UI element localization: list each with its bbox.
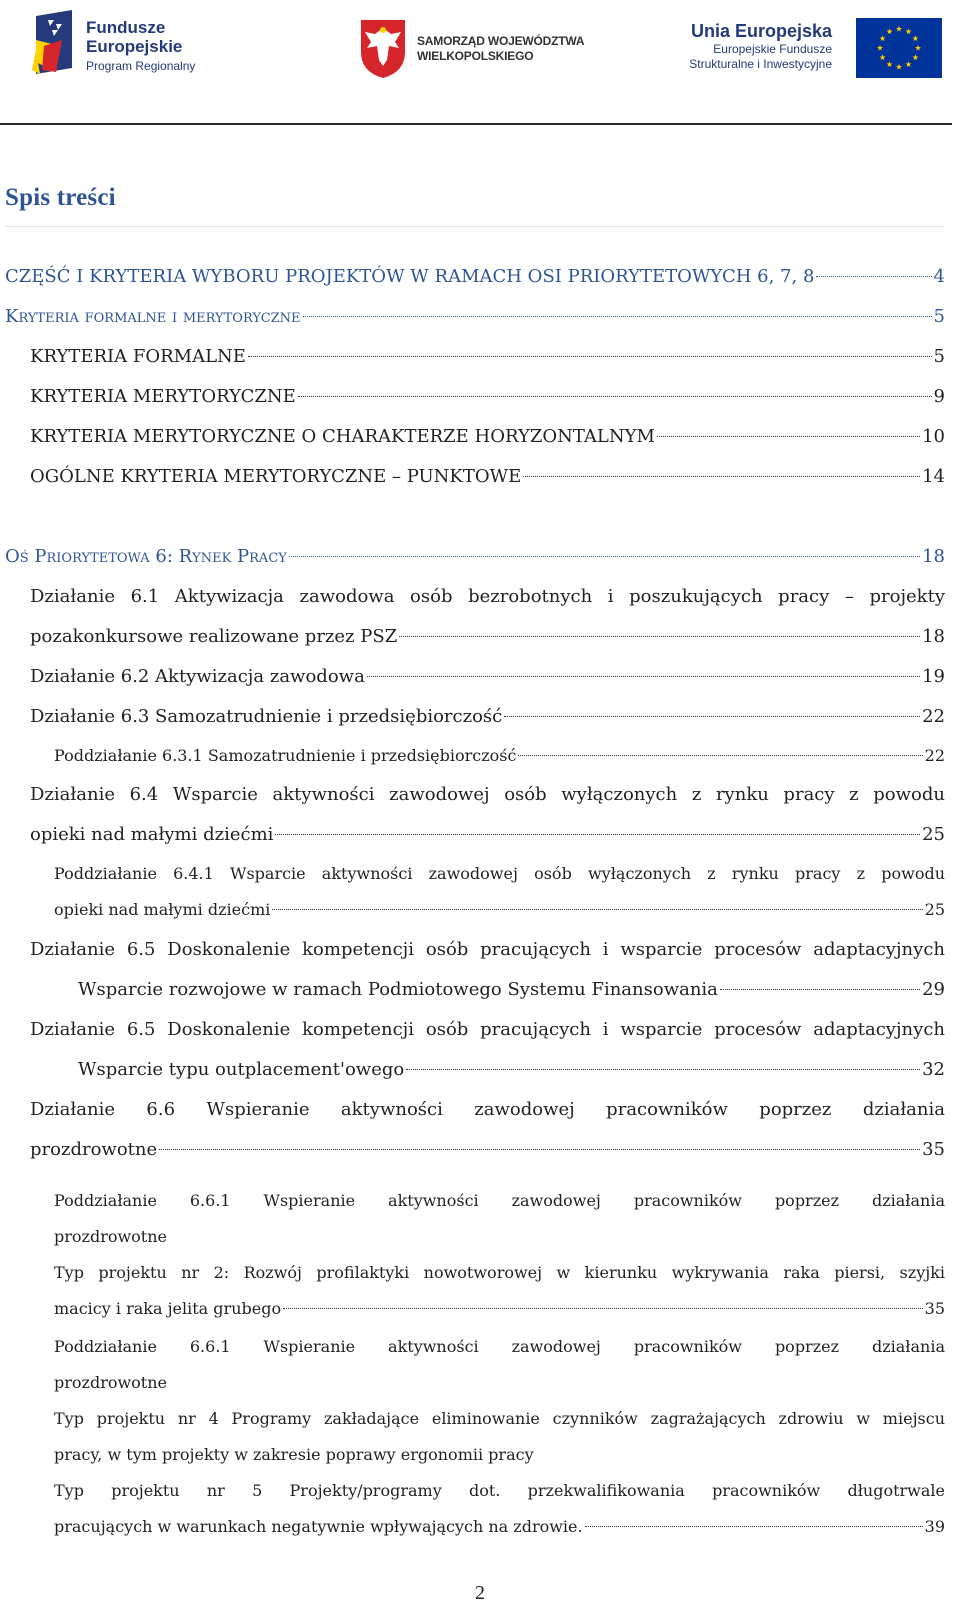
toc-entry-kryteria-formalne-i-merytoryczne[interactable] <box>5 297 945 337</box>
toc-entry-poddzialanie-6-3-1[interactable] <box>54 738 945 774</box>
toc-entry-line: Działanie 6.5 Doskonalenie kompetencji osób pracujących i wsparcie procesów adaptacyjnych <box>30 1019 945 1040</box>
toc-entry-line: Działanie 6.6 Wspieranie aktywności zawodowej pracowników poprzez działania <box>30 1099 945 1120</box>
eu-flag-icon <box>856 18 942 78</box>
toc-entry-line: pracy, w tym projekty w zakresie poprawy ergonomii pracy <box>54 1445 534 1464</box>
toc-entry-text: Kryteria formalne i merytoryczne <box>5 306 301 327</box>
fe-logo-line2: Europejskie <box>86 37 183 56</box>
toc-entry-text: OGÓLNE KRYTERIA MERYTORYCZNE – PUNKTOWE <box>30 466 522 487</box>
toc-entry-line: Poddziałanie 6.6.1 Wspieranie aktywności zawodowej pracowników poprzez działania <box>54 1337 945 1356</box>
toc-entry-page: 14 <box>922 466 945 487</box>
toc-entry-text: Poddziałanie 6.3.1 Samozatrudnienie i przedsiębiorczość <box>54 746 517 765</box>
toc-entry-poddzialanie-6-6-1-typ-4-5[interactable] <box>54 1329 945 1545</box>
toc-entry-page: 10 <box>922 426 945 447</box>
page-number: 2 <box>475 1582 485 1604</box>
wlkp-logo-line1: SAMORZĄD WOJEWÓDZTWA <box>417 34 585 48</box>
toc-entry-line: Poddziałanie 6.6.1 Wspieranie aktywności zawodowej pracowników poprzez działania <box>54 1191 945 1210</box>
wlkp-logo-line2: WIELKOPOLSKIEGO <box>417 49 534 63</box>
toc-entry-text: macicy i raka jelita grubego <box>54 1299 282 1318</box>
toc-entry-text: pozakonkursowe realizowane przez PSZ <box>30 626 398 647</box>
ue-logo-title: Unia Europejska <box>690 21 832 41</box>
toc-entry-line: Typ projektu nr 5 Projekty/programy dot. przekwalifikowania pracowników długotrwale <box>54 1481 945 1500</box>
toc-entry-poddzialanie-6-4-1[interactable] <box>54 856 945 928</box>
toc-entry-dzialanie-6-6[interactable] <box>30 1090 945 1170</box>
fe-flag-icon <box>32 10 80 82</box>
toc-entry-page: 5 <box>933 306 945 327</box>
toc-entry-text: opieki nad małymi dziećmi <box>30 824 274 845</box>
toc-entry-line: Działanie 6.4 Wsparcie aktywności zawodowej osób wyłączonych z rynku pracy z powodu <box>30 784 945 805</box>
toc-entry-text: Wsparcie rozwojowe w ramach Podmiotowego Systemu Finansowania <box>78 979 718 1000</box>
toc-entry-line: Typ projektu nr 2: Rozwój profilaktyki nowotworowej w kierunku wykrywania raka piersi, szyjki <box>54 1263 945 1282</box>
toc-entry-text: Wsparcie typu outplacement'owego <box>78 1059 405 1080</box>
fe-logo-line3: Program Regionalny <box>86 59 196 73</box>
toc-entry-page: 35 <box>924 1299 945 1318</box>
toc-entry-text: opieki nad małymi dziećmi <box>54 900 271 919</box>
toc-entry-text: KRYTERIA MERYTORYCZNE O CHARAKTERZE HORYZONTALNYM <box>30 426 655 447</box>
toc-entry-dzialanie-6-1[interactable] <box>30 577 945 657</box>
toc-entry-kryteria-merytoryczne[interactable] <box>30 377 945 417</box>
toc-title: Spis treści <box>5 184 116 211</box>
toc-entry-kryteria-punktowe[interactable] <box>30 457 945 497</box>
toc-entry-page: 18 <box>922 626 945 647</box>
toc-entry-text: Działanie 6.2 Aktywizacja zawodowa <box>30 666 365 687</box>
toc-entry-line: Poddziałanie 6.4.1 Wsparcie aktywności zawodowej osób wyłączonych z rynku pracy z powodu <box>54 864 945 883</box>
toc-entry-line: Działanie 6.1 Aktywizacja zawodowa osób bezrobotnych i poszukujących pracy – projekty <box>30 586 945 607</box>
toc-entry-os-priorytetowa-6[interactable] <box>5 537 945 577</box>
toc-entry-text: prozdrowotne <box>30 1139 158 1160</box>
title-divider <box>5 226 945 227</box>
toc-entry-text: CZĘŚĆ I KRYTERIA WYBORU PROJEKTÓW W RAMACH OSI PRIORYTETOWYCH 6, 7, 8 <box>5 266 815 287</box>
toc-entry-kryteria-horyzontalne[interactable] <box>30 417 945 457</box>
toc-entry-page: 22 <box>924 746 945 765</box>
page-header <box>0 0 960 125</box>
toc-entry-line: Działanie 6.5 Doskonalenie kompetencji osób pracujących i wsparcie procesów adaptacyjnych <box>30 939 945 960</box>
toc-entry-page: 5 <box>933 346 945 367</box>
toc-entry-page: 4 <box>933 266 945 287</box>
toc-entry-line: Typ projektu nr 4 Programy zakładające eliminowanie czynników zagrażających zdrowiu w miejscu <box>54 1409 945 1428</box>
toc-entry-page: 18 <box>922 546 945 567</box>
toc-entry-text: Oś Priorytetowa 6: Rynek Pracy <box>5 546 287 567</box>
fe-logo-line1: Fundusze <box>86 18 166 37</box>
eagle-shield-icon <box>357 18 409 80</box>
toc-entry-line: prozdrowotne <box>54 1227 168 1246</box>
toc-entry-poddzialanie-6-6-1-typ-2[interactable] <box>54 1183 945 1327</box>
ue-logo-sub2: Strukturalne i Inwestycyjne <box>689 57 832 71</box>
header-divider <box>0 123 952 125</box>
toc-entry-line: prozdrowotne <box>54 1373 168 1392</box>
toc-entry-text: KRYTERIA MERYTORYCZNE <box>30 386 296 407</box>
toc-entry-kryteria-formalne[interactable] <box>30 337 945 377</box>
ue-logo-sub1: Europejskie Fundusze <box>713 42 832 56</box>
toc-entry-page: 25 <box>924 900 945 919</box>
toc-entry-page: 19 <box>922 666 945 687</box>
toc-entry-dzialanie-6-3[interactable] <box>30 697 945 737</box>
toc-entry-page: 25 <box>922 824 945 845</box>
toc-entry-page: 22 <box>922 706 945 727</box>
fundusze-europejskie-logo <box>32 10 222 88</box>
toc-entry-text: pracujących w warunkach negatywnie wpływających na zdrowie. <box>54 1517 583 1536</box>
toc-entry-page: 29 <box>922 979 945 1000</box>
toc-entry-page: 35 <box>922 1139 945 1160</box>
toc-entry-text: KRYTERIA FORMALNE <box>30 346 246 367</box>
toc-entry-text: Działanie 6.3 Samozatrudnienie i przedsiębiorczość <box>30 706 503 727</box>
toc-entry-page: 39 <box>924 1517 945 1536</box>
toc-entry-page: 32 <box>922 1059 945 1080</box>
toc-entry-dzialanie-6-5-psf[interactable] <box>30 930 945 1010</box>
toc-entry-dzialanie-6-2[interactable] <box>30 657 945 697</box>
toc-entry-dzialanie-6-4[interactable] <box>30 775 945 855</box>
toc-entry-page: 9 <box>933 386 945 407</box>
toc-entry-dzialanie-6-5-outplacement[interactable] <box>30 1010 945 1090</box>
wielkopolska-logo <box>357 18 585 82</box>
toc-entry-czesc-i[interactable] <box>5 257 945 297</box>
unia-europejska-text <box>672 20 832 72</box>
